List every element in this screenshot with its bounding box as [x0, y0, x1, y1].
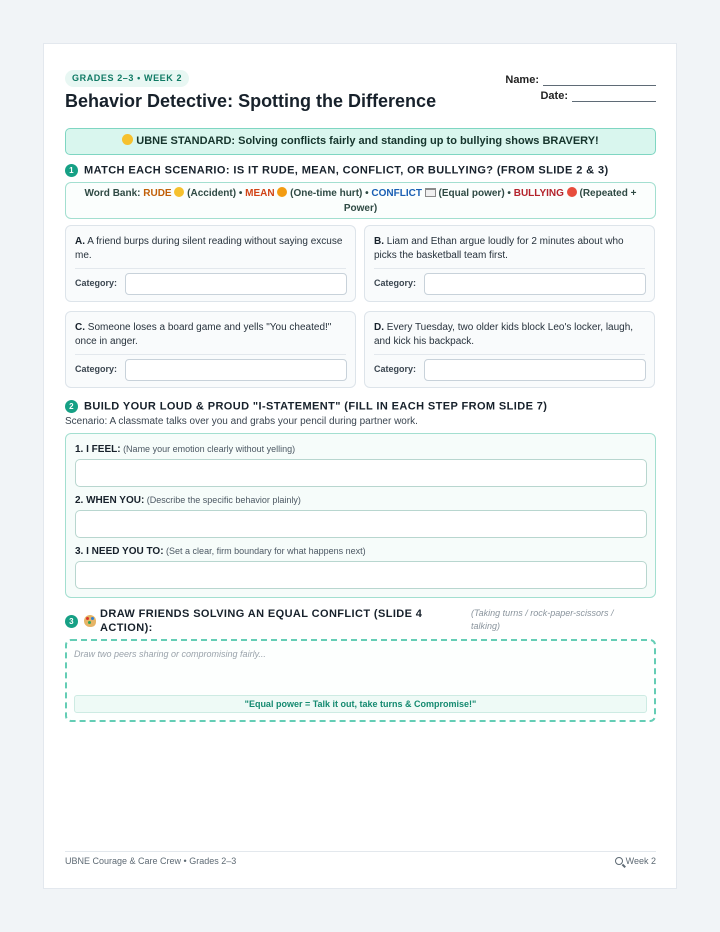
card-divider: [374, 268, 645, 269]
name-label: Name:: [505, 74, 539, 86]
scenario-description: A friend burps during silent reading without saying excuse me.: [75, 236, 343, 261]
category-input-d[interactable]: [424, 359, 646, 381]
worksheet-header: [65, 70, 656, 122]
standard-emphasis: BRAVERY: [542, 135, 596, 147]
category-input-a[interactable]: [125, 273, 347, 295]
section-title: BUILD YOUR LOUD & PROUD "I-STATEMENT" (FILL IN EACH STEP FROM SLIDE 7): [84, 400, 548, 413]
category-label: Category:: [75, 364, 118, 374]
word-conflict: CONFLICT: [371, 188, 422, 199]
section-number: 2: [65, 400, 78, 413]
scenario-card-a: [65, 225, 356, 302]
step-3-label: [75, 546, 366, 557]
section-title: MATCH EACH SCENARIO: IS IT RUDE, MEAN, CONFLICT, OR BULLYING? (FROM SLIDE 2 & 3): [84, 164, 609, 177]
section-3-heading: [65, 607, 470, 635]
word-conflict-desc: (Equal power) •: [438, 188, 511, 199]
grade-week-badge: GRADES 2–3 • WEEK 2: [65, 70, 189, 87]
scenario-text: [374, 321, 646, 348]
scenario-text: [75, 321, 347, 348]
i-need-you-to-input[interactable]: [75, 561, 647, 589]
section-2-heading: [65, 400, 547, 413]
step-title: 1. I FEEL:: [75, 444, 121, 455]
scenario-description: Every Tuesday, two older kids block Leo's locker, laugh, and kick his backpack.: [374, 322, 634, 347]
scenario-card-d: [364, 311, 655, 388]
balance-scale-icon: [425, 188, 436, 197]
category-input-b[interactable]: [424, 273, 646, 295]
word-rude: RUDE: [143, 188, 172, 199]
category-label: Category:: [75, 278, 118, 288]
step-title: 2. WHEN YOU:: [75, 495, 145, 506]
word-mean-desc: (One-time hurt) •: [290, 188, 369, 199]
art-palette-icon: [84, 615, 96, 627]
word-bullying-desc: (Repeated + Power): [343, 188, 637, 214]
section-1-heading: [65, 164, 609, 177]
conflict-motto: "Equal power = Talk it out, take turns & Compromise!": [74, 695, 647, 713]
section-number: 3: [65, 615, 78, 628]
scenario-card-c: [65, 311, 356, 388]
angry-face-icon: [277, 187, 287, 197]
step-hint: (Name your emotion clearly without yelling): [120, 444, 296, 454]
standard-banner: [65, 128, 656, 155]
footer-divider: [65, 851, 656, 852]
scenario-letter: C.: [75, 322, 85, 333]
drawing-area[interactable]: [65, 639, 656, 722]
step-1-label: [75, 444, 295, 455]
section-number: 1: [65, 164, 78, 177]
scenario-description: Liam and Ethan argue loudly for 2 minutes about who picks the basketball team first.: [374, 236, 624, 261]
worksheet-page: [43, 43, 677, 889]
word-rude-desc: (Accident) •: [187, 188, 243, 199]
footer-left: UBNE Courage & Care Crew • Grades 2–3: [65, 856, 237, 866]
red-circle-icon: [567, 187, 577, 197]
star-struck-face-icon: [122, 134, 133, 145]
i-statement-scenario: Scenario: A classmate talks over you and grabs your pencil during partner work.: [65, 416, 418, 427]
date-line[interactable]: [572, 92, 656, 102]
section-3-note: (Taking turns / rock-paper-scissors / talking): [471, 608, 614, 631]
grimace-face-icon: [174, 187, 184, 197]
card-divider: [75, 354, 346, 355]
category-label: Category:: [374, 278, 417, 288]
when-you-input[interactable]: [75, 510, 647, 538]
word-bullying: BULLYING: [513, 188, 564, 199]
step-hint: (Set a clear, firm boundary for what happens next): [163, 546, 366, 556]
step-title: 3. I NEED YOU TO:: [75, 546, 164, 557]
category-input-c[interactable]: [125, 359, 347, 381]
scenario-description: Someone loses a board game and yells "You cheated!" once in anger.: [75, 322, 332, 347]
i-feel-input[interactable]: [75, 459, 647, 487]
card-divider: [75, 268, 346, 269]
i-statement-box: [65, 433, 656, 598]
word-mean: MEAN: [245, 188, 275, 199]
scenario-letter: A.: [75, 236, 85, 247]
name-line[interactable]: [543, 76, 656, 86]
date-field[interactable]: [540, 90, 656, 102]
magnifying-glass-icon: [615, 857, 623, 865]
standard-lead: UBNE STANDARD:: [136, 135, 236, 147]
standard-text: Solving conflicts fairly and standing up to bullying shows: [235, 135, 543, 147]
footer-right: [615, 856, 656, 866]
section-title: DRAW FRIENDS SOLVING AN EQUAL CONFLICT (SLIDE 4 ACTION):: [100, 608, 423, 634]
scenario-letter: D.: [374, 322, 384, 333]
scenario-card-b: [364, 225, 655, 302]
name-field[interactable]: [505, 74, 656, 86]
standard-end: !: [595, 135, 599, 147]
category-label: Category:: [374, 364, 417, 374]
page-title: Behavior Detective: Spotting the Difference: [65, 91, 437, 111]
scenario-text: [75, 235, 347, 262]
card-divider: [374, 354, 645, 355]
step-hint: (Describe the specific behavior plainly): [144, 495, 301, 505]
footer-week: Week 2: [625, 856, 656, 866]
drawing-prompt: Draw two peers sharing or compromising fairly...: [74, 649, 266, 659]
word-bank: [65, 182, 656, 219]
scenario-text: [374, 235, 646, 262]
scenario-letter: B.: [374, 236, 384, 247]
step-2-label: [75, 495, 301, 506]
word-bank-label: Word Bank:: [84, 188, 141, 199]
date-label: Date:: [540, 90, 568, 102]
